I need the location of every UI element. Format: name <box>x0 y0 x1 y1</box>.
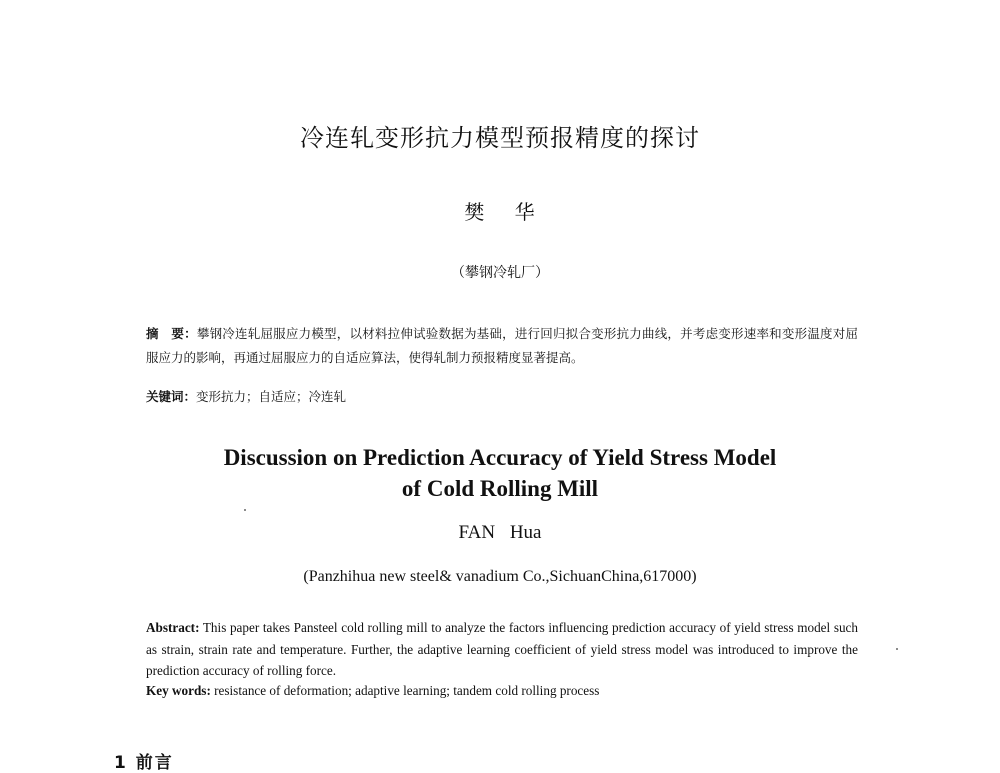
chinese-keywords-text: 变形抗力；自适应；冷连轧 <box>196 389 347 404</box>
scan-speck <box>244 509 246 511</box>
english-title <box>0 442 1000 504</box>
english-author: FAN Hua <box>458 522 542 543</box>
english-affiliation: (Panzhihua new steel& vanadium Co.,SichuanChina,617000) <box>303 568 697 585</box>
english-title-line1: Discussion on Prediction Accuracy of Yield Stress Model <box>223 445 777 470</box>
english-abstract <box>146 617 858 682</box>
section-heading-introduction: 1 前言 <box>114 753 174 773</box>
chinese-abstract-text: 攀钢冷连轧屈服应力模型，以材料拉伸试验数据为基础，进行回归拟合变形抗力曲线，并考虑变形速率和变形温度对屈服应力的影响，再通过屈服应力的自适应算法，使得轧制力预报精度显著提高。 <box>146 326 858 365</box>
chinese-author: 樊 华 <box>464 200 536 224</box>
chinese-abstract <box>146 322 858 370</box>
chinese-keywords-label: 关键词： <box>146 389 197 404</box>
chinese-abstract-label: 摘 要： <box>146 326 197 341</box>
english-keywords <box>146 680 858 702</box>
english-keywords-label: Key words: <box>146 683 211 698</box>
english-title-line2: of Cold Rolling Mill <box>401 476 599 501</box>
chinese-affiliation: （攀钢冷轧厂） <box>451 265 549 281</box>
chinese-keywords <box>146 385 858 409</box>
scan-speck <box>896 648 898 650</box>
chinese-title: 冷连轧变形抗力模型预报精度的探讨 <box>300 124 700 152</box>
english-abstract-text: This paper takes Pansteel cold rolling mill to analyze the factors influencing prediction accuracy of yield stress model such as strain, strain rate and temperature. Further, the adaptive learning coefficient of yield stress model was introduced to improve the prediction accuracy of rolling force. <box>146 620 858 678</box>
english-keywords-text: resistance of deformation; adaptive learning; tandem cold rolling process <box>214 683 600 698</box>
english-abstract-label: Abstract: <box>146 620 200 635</box>
